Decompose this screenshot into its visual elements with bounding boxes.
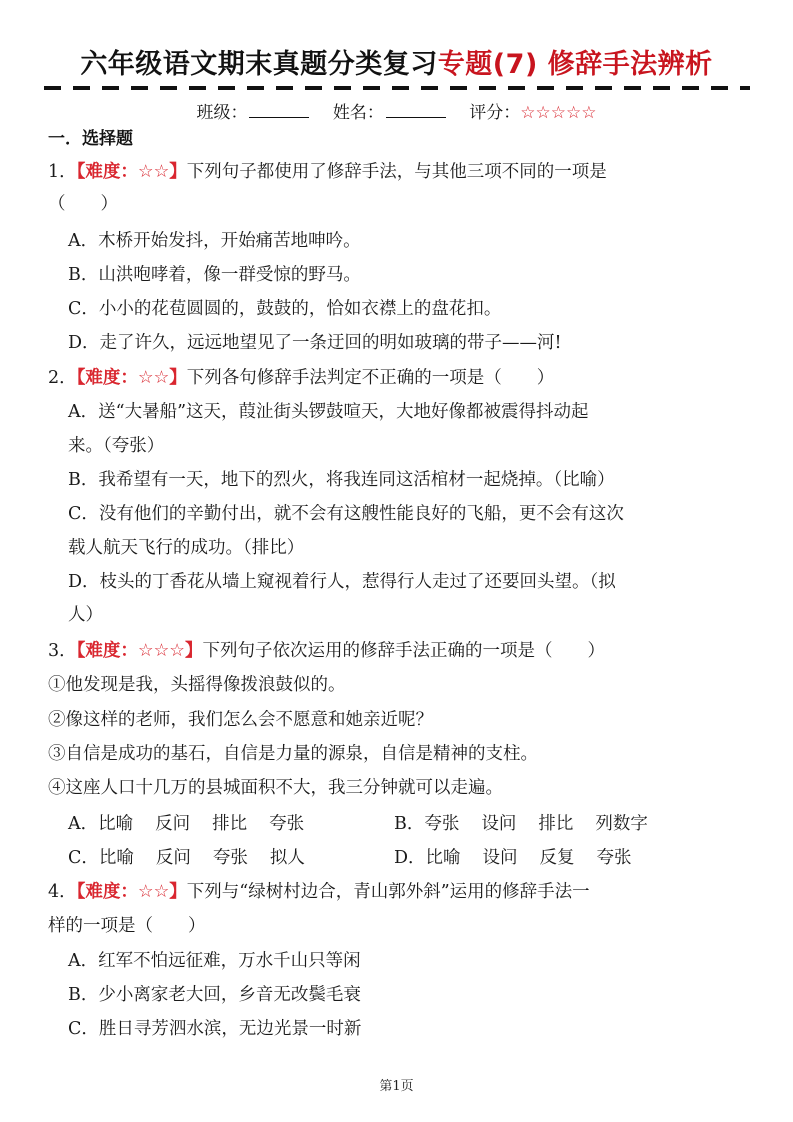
question-number: 4． (48, 882, 77, 902)
option-item: 夸张 (212, 848, 248, 868)
question-2-option-a-cont: 来。（夸张） (68, 436, 165, 456)
question-number: 2． (48, 368, 77, 388)
class-blank[interactable] (249, 103, 309, 118)
question-2-stem (48, 366, 554, 390)
title-main: 六年级语文期末真题分类复习 (80, 49, 438, 80)
question-number: 1． (48, 162, 77, 182)
option-item: 列数字 (595, 814, 648, 834)
option-label: D． (394, 848, 426, 868)
score-label: 评分： (469, 103, 521, 123)
option-item: 设问 (482, 848, 518, 868)
class-label: 班级： (196, 103, 248, 123)
question-3-option-a (68, 814, 326, 834)
question-3-stem (48, 639, 605, 663)
student-info-line (0, 98, 793, 123)
question-text: 下列句子都使用了修辞手法，与其他三项不同的一项是 (186, 162, 607, 182)
difficulty-badge: 【难度：☆☆☆】 (76, 641, 203, 661)
dashed-divider (44, 86, 750, 90)
question-3-sentence-4: ④这座人口十几万的县城面积不大，我三分钟就可以走遍。 (48, 778, 503, 798)
option-item: 比喻 (98, 814, 134, 834)
question-3-option-c (68, 848, 327, 868)
question-2-option-c-cont: 载人航天飞行的成功。（排比） (68, 538, 305, 558)
question-2-option-b: B．我希望有一天，地下的烈火，将我连同这活棺材一起烧掉。（比喻） (68, 470, 615, 490)
score-stars-icon: ☆☆☆☆☆ (520, 103, 597, 123)
name-label: 姓名： (332, 103, 384, 123)
option-item: 夸张 (424, 814, 460, 834)
question-1-stem (48, 160, 607, 184)
option-item: 设问 (481, 814, 517, 834)
question-4-stem (48, 880, 590, 904)
question-text: 下列与“绿树村边合，青山郭外斜”运用的修辞手法一 (186, 882, 590, 902)
difficulty-badge: 【难度：☆☆】 (76, 368, 187, 388)
option-label: A． (68, 814, 99, 834)
question-2-option-c: C．没有他们的辛勤付出，就不会有这艘性能良好的飞船，更不会有这次 (68, 504, 624, 524)
option-item: 比喻 (425, 848, 461, 868)
question-text: 下列各句修辞手法判定不正确的一项是（ ） (186, 368, 555, 388)
question-3-options-row-1 (68, 812, 648, 836)
section-heading: 一．选择题 (48, 129, 133, 149)
question-4-option-c: C．胜日寻芳泗水滨，无边光景一时新 (68, 1019, 362, 1039)
question-text: 下列句子依次运用的修辞手法正确的一项是（ ） (202, 641, 605, 661)
question-1-option-a: A．木桥开始发抖，开始痛苦地呻吟。 (68, 231, 361, 251)
name-blank[interactable] (386, 103, 446, 118)
page-number: 第1页 (379, 1079, 414, 1094)
title-topic: 专题(7) 修辞手法辨析 (437, 49, 713, 80)
question-2-option-d-cont: 人） (68, 605, 103, 625)
question-3-sentence-2: ②像这样的老师，我们怎么会不愿意和她亲近呢？ (48, 710, 433, 730)
question-4-option-a: A．红军不怕远征难，万水千山只等闲 (68, 951, 361, 971)
difficulty-badge: 【难度：☆☆】 (76, 162, 187, 182)
question-4-option-b: B．少小离家老大回，乡音无改鬓毛衰 (68, 985, 361, 1005)
question-1-option-b: B．山洪咆哮着，像一群受惊的野马。 (68, 265, 361, 285)
option-label: C． (68, 848, 99, 868)
option-item: 排比 (212, 814, 248, 834)
option-item: 反问 (155, 848, 191, 868)
question-2-option-d: D．枝头的丁香花从墙上窥视着行人，惹得行人走过了还要回头望。（拟 (68, 572, 616, 592)
option-item: 拟人 (269, 848, 305, 868)
option-item: 夸张 (269, 814, 305, 834)
question-number: 3． (48, 641, 77, 661)
option-item: 夸张 (596, 848, 632, 868)
question-1-answer-blank: （ ） (48, 194, 118, 214)
option-item: 排比 (538, 814, 574, 834)
question-3-option-b (394, 812, 670, 836)
question-4-stem-cont: 样的一项是（ ） (48, 916, 206, 936)
option-item: 反复 (539, 848, 575, 868)
difficulty-badge: 【难度：☆☆】 (76, 882, 187, 902)
question-3-options-row-2 (68, 846, 632, 870)
option-label: B． (394, 814, 425, 834)
question-3-sentence-1: ①他发现是我，头摇得像拨浪鼓似的。 (48, 675, 346, 695)
question-3-option-d (394, 846, 654, 870)
option-item: 反问 (155, 814, 191, 834)
question-1-option-d: D．走了许久，远远地望见了一条迂回的明如玻璃的带子——河! (68, 333, 562, 353)
option-item: 比喻 (98, 848, 134, 868)
question-2-option-a: A．送“大暑船”这天，葭沚街头锣鼓喧天，大地好像都被震得抖动起 (68, 402, 589, 422)
page-title (0, 42, 793, 81)
question-1-option-c: C．小小的花苞圆圆的，鼓鼓的，恰如衣襟上的盘花扣。 (68, 299, 502, 319)
question-3-sentence-3: ③自信是成功的基石，自信是力量的源泉，自信是精神的支柱。 (48, 744, 538, 764)
